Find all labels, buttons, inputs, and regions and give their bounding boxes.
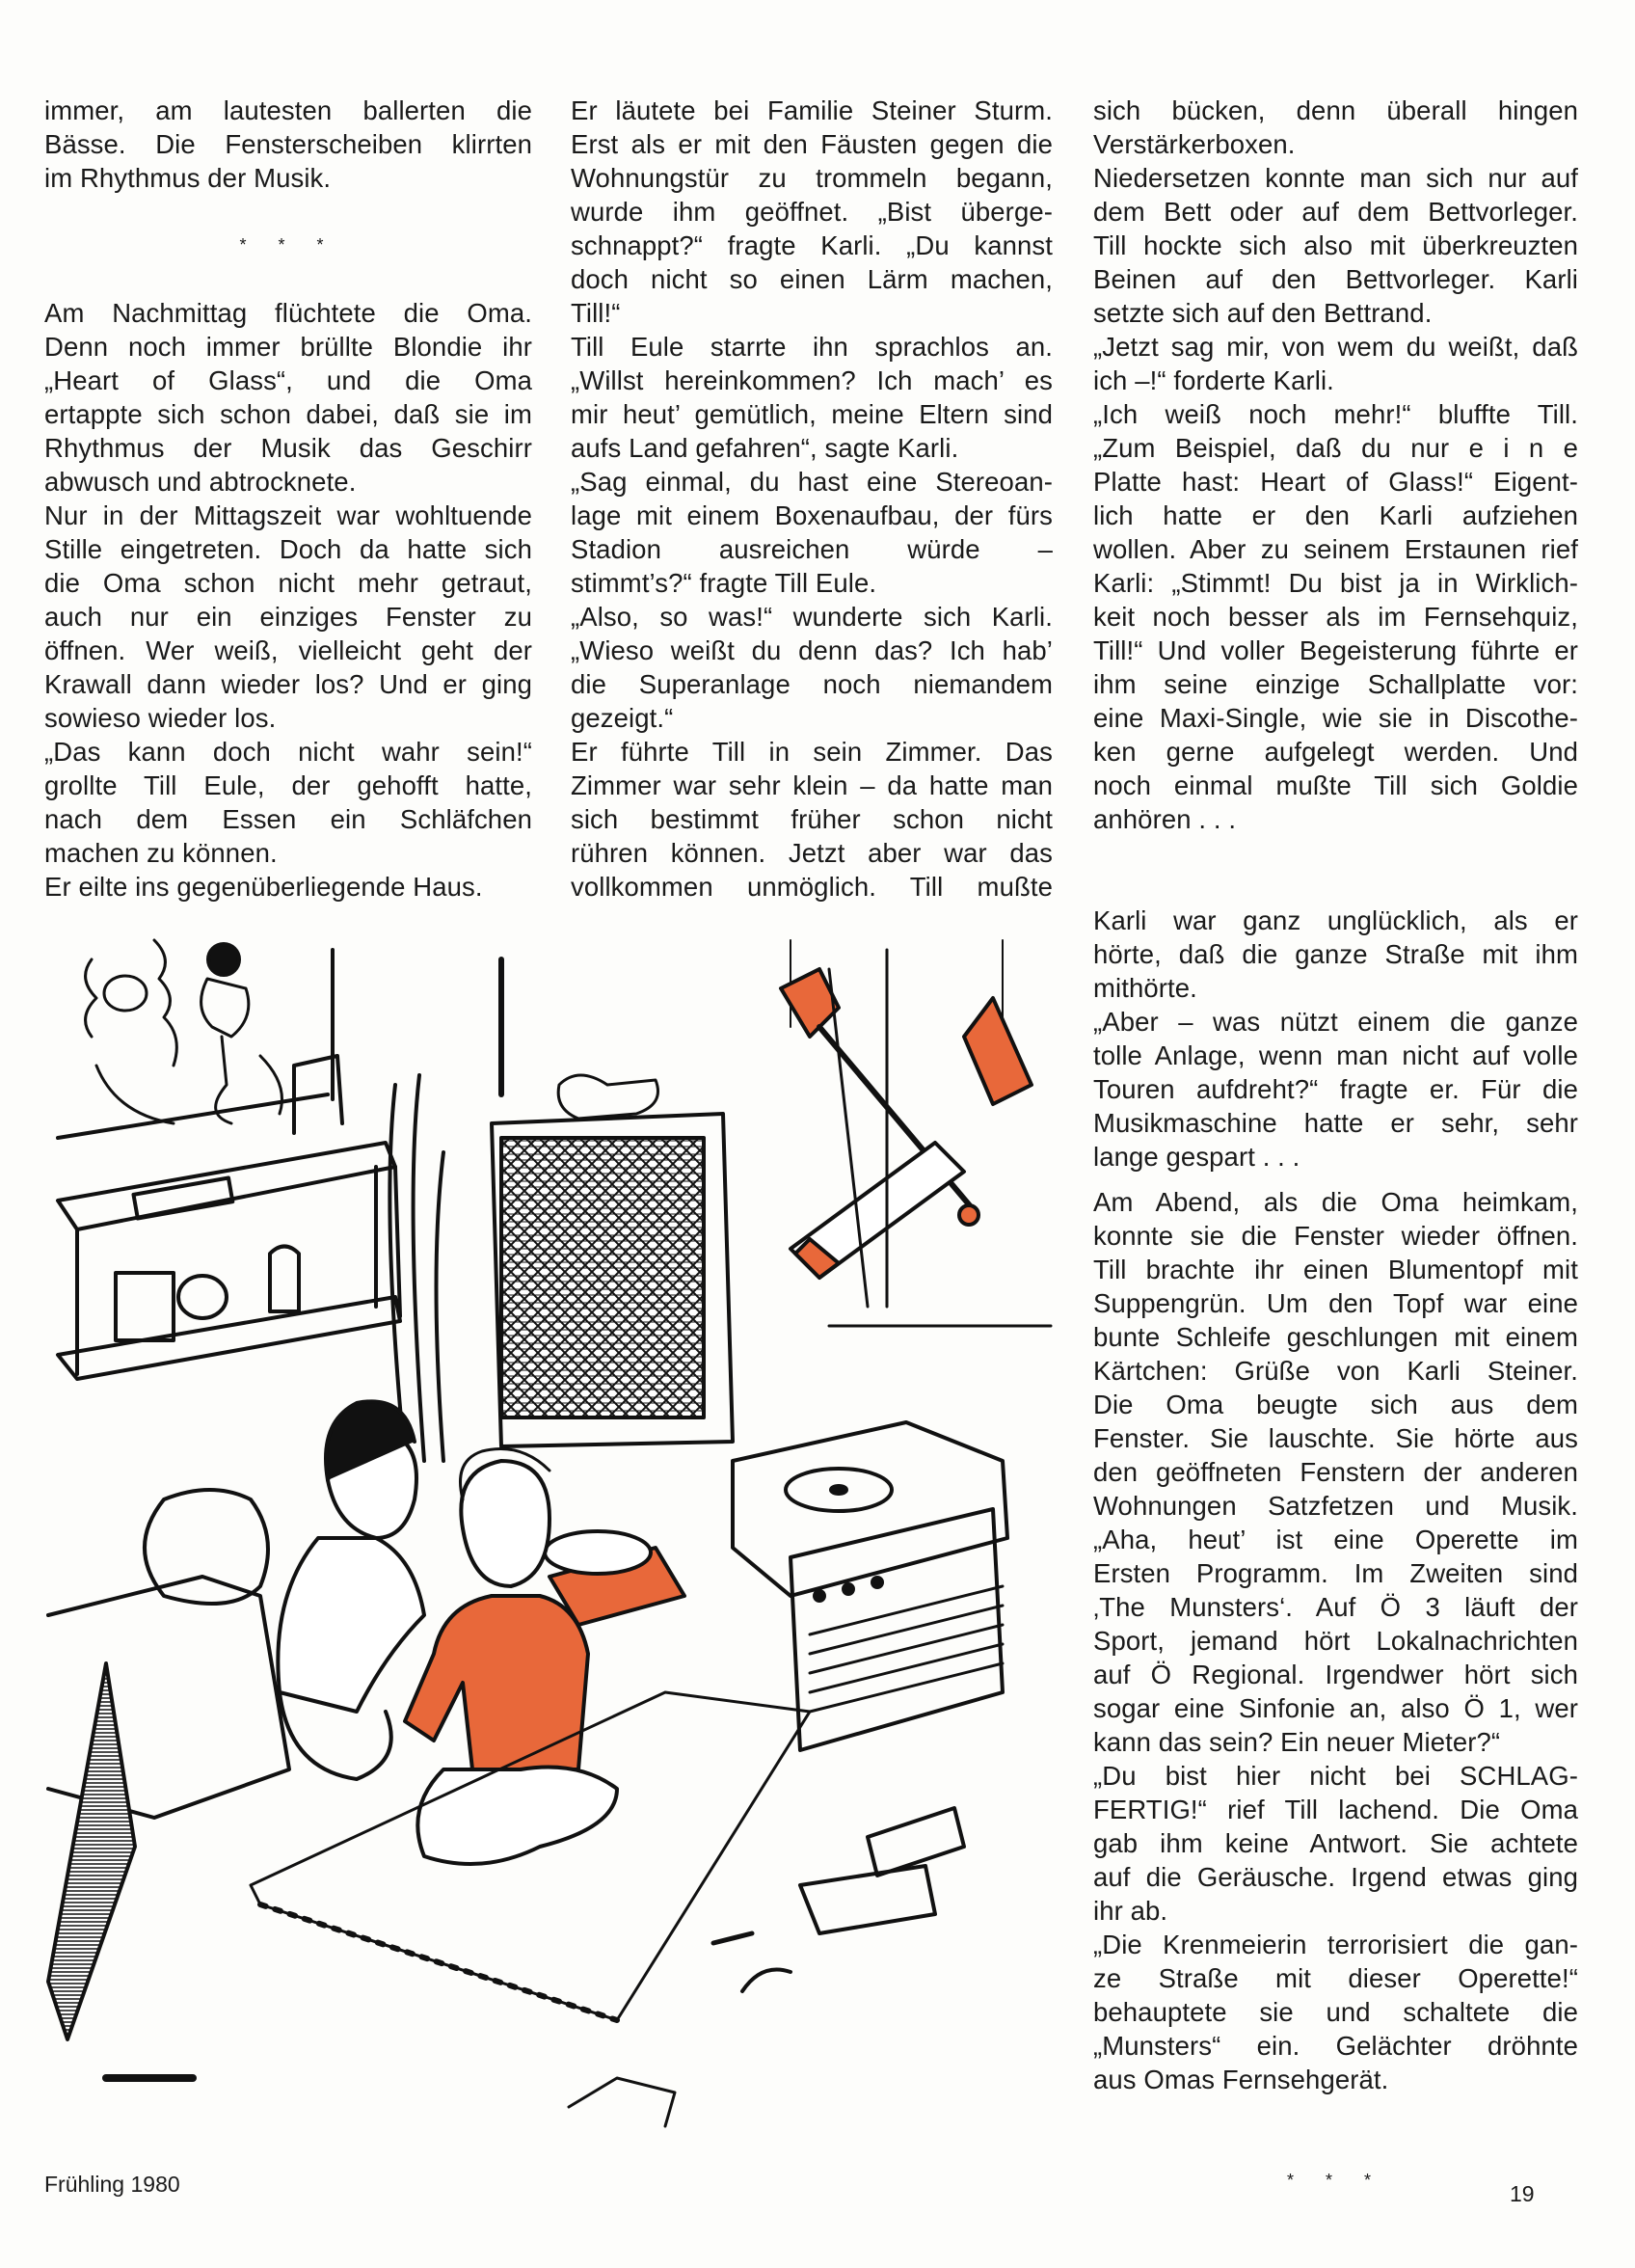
text-line: Nur in der Mittagszeit war wohltuende [44,500,532,530]
text-line: gezeigt.“ [571,703,674,733]
text-line: Er eilte ins gegenüberliegende Haus. [44,872,483,902]
text-line: gab ihm keine Antwort. Sie achtete [1093,1828,1578,1858]
text-line: stimmt’s?“ fragte Till Eule. [571,568,877,598]
text-line: ich –!“ forderte Karli. [1093,365,1334,395]
text-line: bunte Schleife geschlungen mit einem [1093,1322,1578,1352]
text-line: ihr ab. [1093,1896,1168,1926]
text-line: eine Maxi-Single, wie sie in Discothe- [1093,703,1578,733]
paragraph [44,296,532,499]
text-line: den geöffneten Fenstern der anderen [1093,1457,1578,1487]
paragraph [571,94,1053,330]
text-line: kann das sein? Ein neuer Mieter?“ [1093,1727,1501,1757]
text-line: „Wieso weißt du denn das? Ich hab’ [571,635,1053,665]
paragraph-gap [1093,1174,1578,1185]
text-line: dem Bett oder auf dem Bettvorleger. [1093,197,1578,227]
text-line: „Sag einmal, du hast eine Stereoan- [571,467,1053,497]
paragraph [1093,904,1578,1005]
paragraph [1093,1759,1578,1928]
text-line: Kärtchen: Grüße von Karli Steiner. [1093,1356,1578,1386]
paragraph [571,735,1053,904]
model-airplane [781,940,1051,1326]
text-line: Musikmaschine hatte er sehr, sehr [1093,1108,1578,1138]
text-line: „Aber – was nützt einem die ganze [1093,1007,1578,1037]
footer-issue-label: Frühling 1980 [44,2172,180,2197]
paragraph [571,330,1053,465]
text-line: Am Nachmittag flüchtete die Oma. [44,298,532,328]
text-line: „Also, so was!“ wunderte sich Karli. [571,602,1053,632]
text-line: Touren aufdreht?“ fragte er. Für die [1093,1074,1578,1104]
text-line: Verstärkerboxen. [1093,129,1296,159]
text-line: die Superanlage noch niemandem [571,669,1053,699]
wall-poster [58,940,333,1138]
text-line: Ersten Programm. Im Zweiten sind [1093,1558,1578,1588]
skis [389,959,501,1461]
record-player [733,1422,1007,1750]
paragraph [1093,330,1578,397]
text-line: „Ich weiß noch mehr!“ bluffte Till. [1093,399,1578,429]
text-line: Till hockte sich also mit überkreuzten [1093,230,1578,260]
text-line: setzte sich auf den Bettrand. [1093,298,1433,328]
text-line: behauptete sie und schaltete die [1093,1997,1578,2027]
paragraph [1093,1928,1578,2096]
paragraph [1093,94,1578,161]
text-line: „Die Krenmeierin terrorisiert die gan- [1093,1930,1578,1959]
column-middle [571,94,1053,904]
text-line: sich bestimmt früher schon nicht [571,804,1053,834]
paragraph [1093,1185,1578,1759]
text-line: tolle Anlage, wenn man nicht auf volle [1093,1040,1578,1070]
shelf [58,1056,400,1379]
text-line: keit noch besser als im Fernsehquiz, [1093,602,1578,632]
text-line: noch einmal mußte Till sich Goldie [1093,770,1578,800]
section-break: * * * [239,235,337,255]
paragraph [571,465,1053,600]
text-line: sogar eine Sinfonie an, also Ö 1, wer [1093,1693,1578,1723]
text-line: Rhythmus der Musik das Geschirr [44,433,532,463]
text-line: Till brachte ihr einen Blumentopf mit [1093,1255,1578,1284]
text-line: Till!“ [571,298,621,328]
text-line: öffnen. Wer weiß, vielleicht geht der [44,635,532,665]
text-line: machen zu können. [44,838,278,868]
bed [48,1490,289,2039]
text-line: auf Ö Regional. Irgendwer hört sich [1093,1660,1578,1689]
text-line: Bässe. Die Fensterscheiben klirrten [44,129,532,159]
text-line: ken gerne aufgelegt werden. Und [1093,737,1578,767]
text-line: Fenster. Sie lauschte. Sie hörte aus [1093,1423,1578,1453]
text-line: aus Omas Fernsehgerät. [1093,2065,1389,2094]
text-line: Sport, jemand hört Lokalnachrichten [1093,1626,1578,1656]
paragraph-gap [1093,836,1578,904]
text-line: Wohnungen Satzfetzen und Musik. [1093,1491,1578,1521]
paragraph-gap [1093,2096,1578,2130]
text-line: „Munsters“ ein. Gelächter dröhnte [1093,2031,1578,2061]
text-line: „Heart of Glass“, und die Oma [44,365,532,395]
text-line: Wohnungstür zu trommeln begann, [571,163,1053,193]
text-line: ertappte sich schon dabei, daß sie im [44,399,532,429]
paragraph [44,499,532,735]
text-line: Zimmer war sehr klein – da hatte man [571,770,1053,800]
vinyl-record [545,1531,651,1574]
text-line: im Rhythmus der Musik. [44,163,332,193]
text-line: „Zum Beispiel, daß du nur e i n e [1093,433,1578,463]
page-number: 19 [1510,2181,1535,2206]
text-line: auf die Geräusche. Irgend etwas ging [1093,1862,1578,1892]
text-line: anhören . . . [1093,804,1237,834]
text-line: Niedersetzen konnte man sich nur auf [1093,163,1578,193]
text-line: mir heut’ gemütlich, meine Eltern sind [571,399,1053,429]
text-line: Die Oma beugte sich aus dem [1093,1390,1578,1419]
paragraph [44,94,532,195]
text-line: „Das kann doch nicht wahr sein!“ [44,737,532,767]
text-line: abwusch und abtrocknete. [44,467,357,497]
text-line: „Jetzt sag mir, von wem du weißt, daß [1093,332,1578,362]
text-line: vollkommen unmöglich. Till mußte [571,872,1053,902]
text-line: ihm seine einzige Schallplatte vor: [1093,669,1578,699]
text-line: grollte Till Eule, der gehofft hatte, [44,770,532,800]
boy-orange-sweater [405,1449,617,1865]
text-line: mithörte. [1093,973,1197,1003]
text-line: die Oma schon nicht mehr getraut, [44,568,532,598]
text-line: Till Eule starrte ihn sprachlos an. [571,332,1053,362]
section-break: * * * [1286,2171,1385,2190]
text-line: Karli: „Stimmt! Du bist ja in Wirklich- [1093,568,1578,598]
text-line: doch nicht so einen Lärm machen, [571,264,1053,294]
speaker-cabinet [492,1075,733,1446]
text-line: Er führte Till in sein Zimmer. Das [571,737,1053,767]
text-line: rühren können. Jetzt aber war das [571,838,1053,868]
column-left [44,94,532,904]
text-line: Krawall dann wieder los? Und er ging [44,669,532,699]
text-line: sowieso wieder los. [44,703,277,733]
story-illustration [39,921,1075,2150]
text-line: lich hatte er den Karli aufziehen [1093,500,1578,530]
text-line: schnappt?“ fragte Karli. „Du kannst [571,230,1053,260]
boy-on-bed [278,1401,424,1779]
text-line: lage mit einem Boxenaufbau, der fürs [571,500,1053,530]
text-line: Karli war ganz unglücklich, als er [1093,905,1578,935]
paragraph [571,600,1053,735]
text-line: wollen. Aber zu seinem Erstaunen rief [1093,534,1578,564]
text-line: Stadion ausreichen würde – [571,534,1053,564]
text-line: Beinen auf den Bettvorleger. Karli [1093,264,1578,294]
text-line: Er läutete bei Familie Steiner Sturm. [571,95,1053,125]
text-line: Platte hast: Heart of Glass!“ Eigent- [1093,467,1578,497]
paragraph [1093,397,1578,836]
text-line: immer, am lautesten ballerten die [44,95,532,125]
text-line: sich bücken, denn überall hingen [1093,95,1578,125]
paragraph [1093,1005,1578,1174]
text-line: Am Abend, als die Oma heimkam, [1093,1187,1578,1217]
text-line: „Aha, heut’ ist eine Operette im [1093,1525,1578,1554]
text-line: wurde ihm geöffnet. „Bist überge- [571,197,1053,227]
column-right [1093,94,1578,2231]
text-line: Denn noch immer brüllte Blondie ihr [44,332,532,362]
text-line: Erst als er mit den Fäusten gegen die [571,129,1053,159]
text-line: auch nur ein einziges Fenster zu [44,602,532,632]
text-line: ‚The Munsters‘. Auf Ö 3 läuft der [1093,1592,1578,1622]
text-line: konnte sie die Fenster wieder öffnen. [1093,1221,1578,1251]
floor-items [106,1808,964,2126]
paragraph [1093,161,1578,330]
text-line: aufs Land gefahren“, sagte Karli. [571,433,959,463]
text-line: Stille eingetreten. Doch da hatte sich [44,534,532,564]
text-line: FERTIG!“ rief Till lachend. Die Oma [1093,1795,1578,1824]
paragraph [44,870,532,904]
text-line: Till!“ Und voller Begeisterung führte er [1093,635,1578,665]
text-line: „Willst hereinkommen? Ich mach’ es [571,365,1053,395]
text-line: „Du bist hier nicht bei SCHLAG- [1093,1761,1578,1791]
text-line: ze Straße mit dieser Operette!“ [1093,1963,1578,1993]
text-line: lange gespart . . . [1093,1142,1300,1172]
text-line: nach dem Essen ein Schläfchen [44,804,532,834]
text-line: hörte, daß die ganze Straße mit ihm [1093,939,1578,969]
text-line: Suppengrün. Um den Topf war eine [1093,1288,1578,1318]
paragraph [44,735,532,870]
